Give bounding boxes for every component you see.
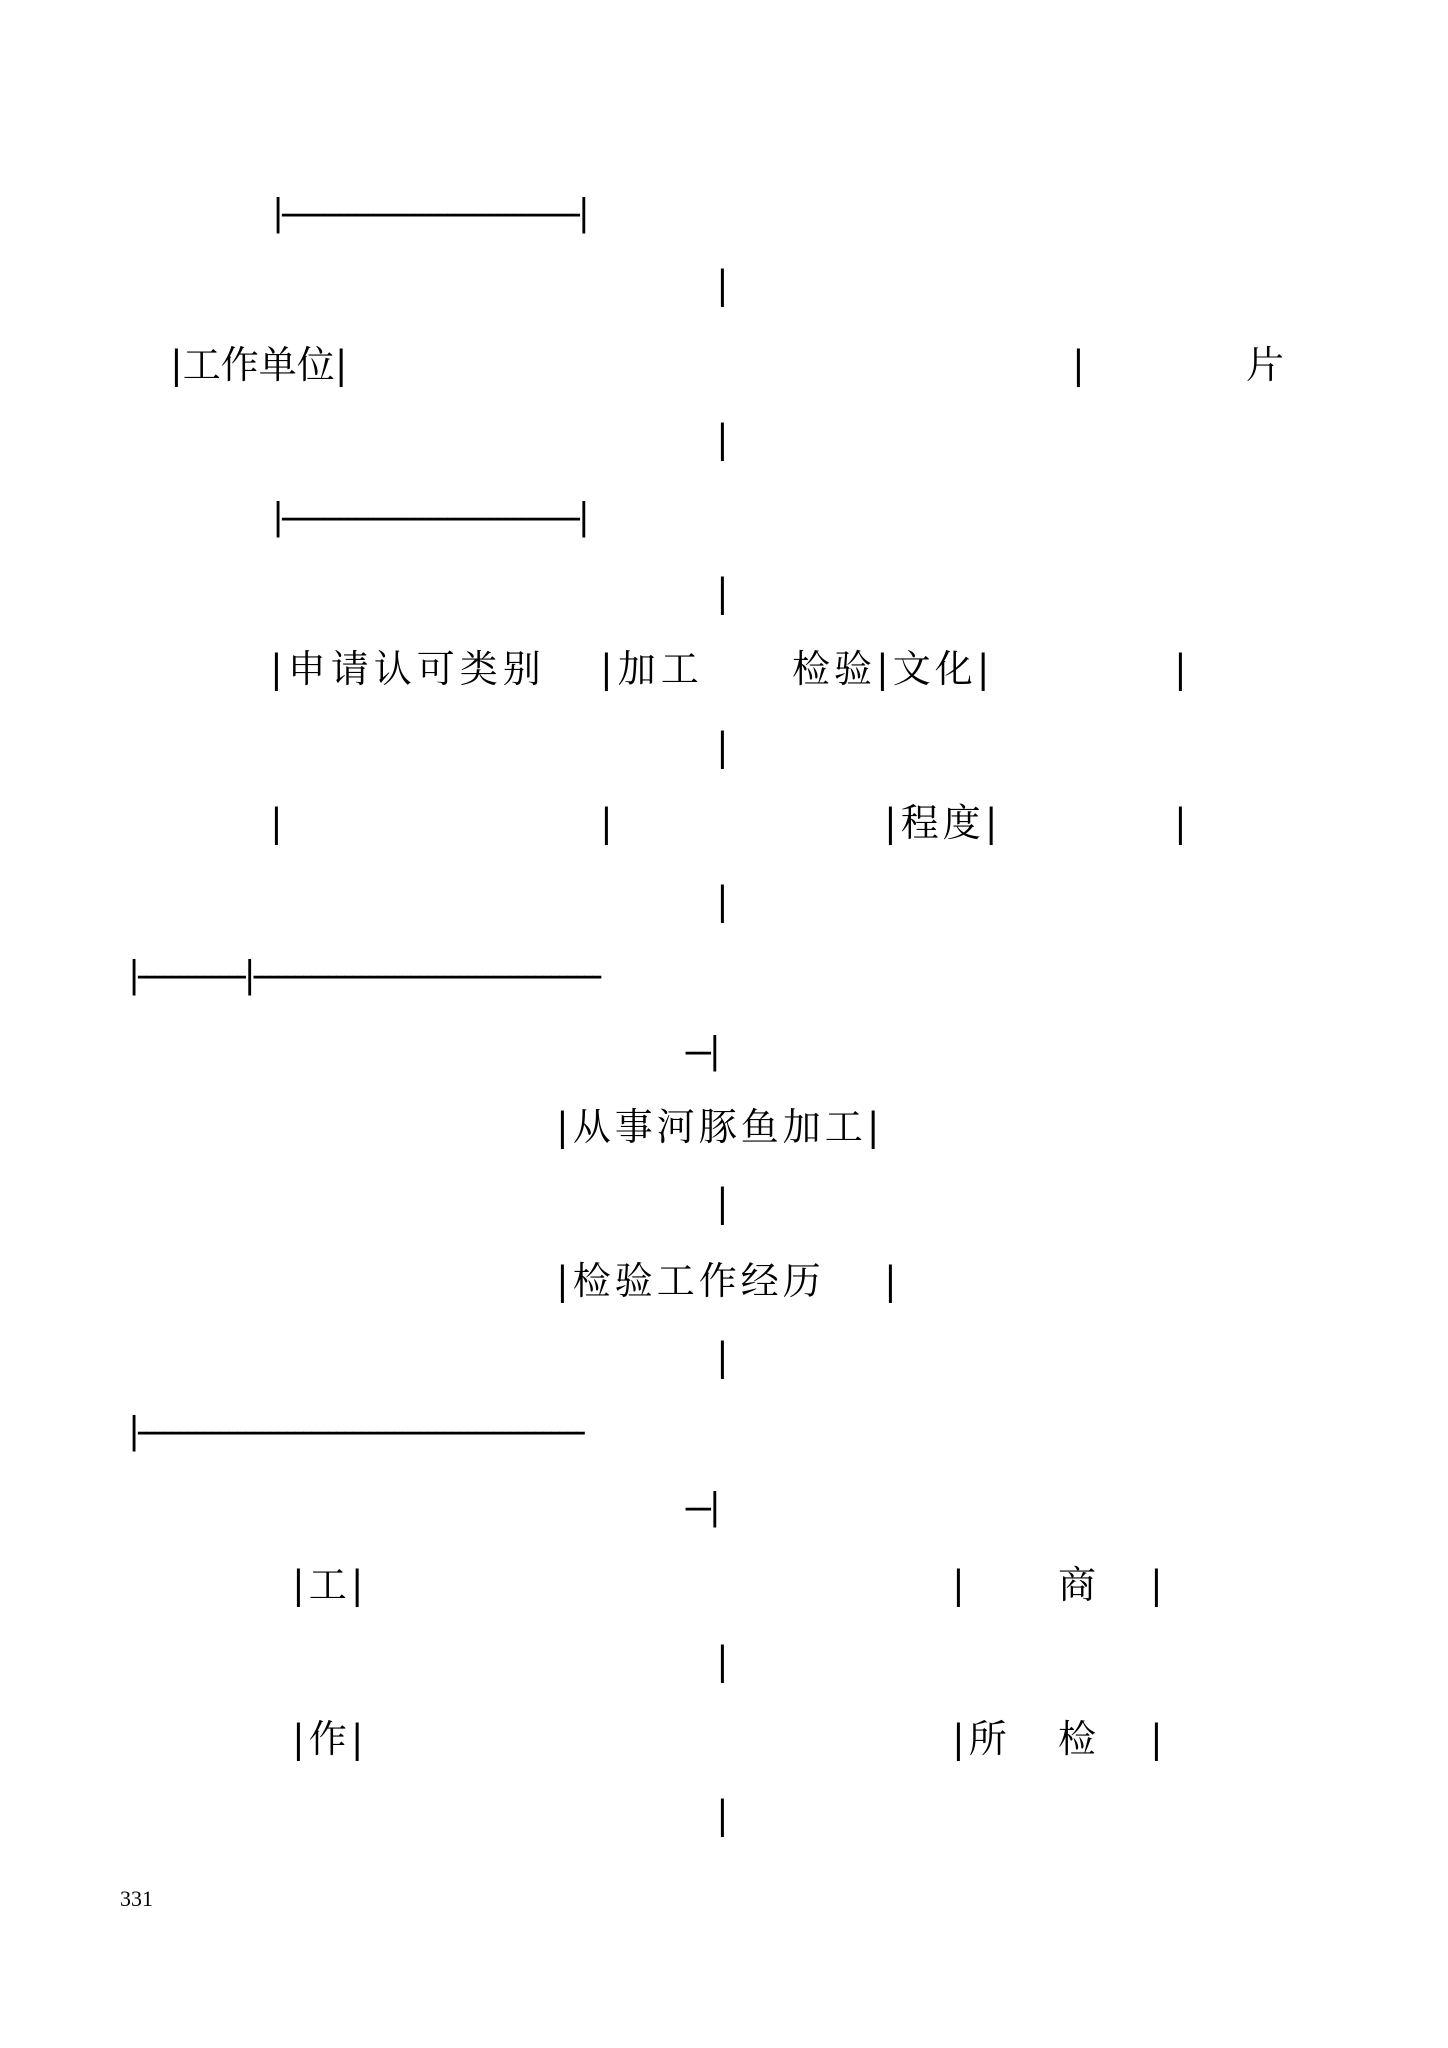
field-label-application-category: |申请认可类别: [270, 647, 546, 691]
table-rule-continued: ---|: [684, 1031, 718, 1072]
field-label-bureau-char: |所: [952, 1717, 1011, 1761]
table-border: |: [716, 571, 729, 615]
field-label-inspect-char: 检: [1058, 1717, 1097, 1761]
table-border: |: [716, 1181, 729, 1225]
field-label-photo: 片: [1246, 343, 1285, 387]
table-rule-wide: |------------------------------------------------------: [128, 1411, 583, 1452]
table-border: |: [1150, 1717, 1163, 1761]
table-rule-wide: |-------------|------------------------------------------: [128, 955, 599, 996]
table-border: |: [1072, 343, 1085, 387]
field-label-degree: |程度|: [884, 801, 1002, 845]
field-label-inspection-experience: |检验工作经历: [556, 1259, 825, 1303]
field-label-commerce-char: 商: [1058, 1563, 1097, 1607]
table-border: |: [716, 1639, 729, 1683]
field-label-work-char-1: |工|: [292, 1563, 368, 1607]
table-border: |: [716, 879, 729, 923]
table-rule: |------------------------------------|: [272, 497, 586, 538]
page-number: 331: [120, 1886, 153, 1911]
table-border: |: [716, 725, 729, 769]
table-border: |: [1174, 801, 1187, 845]
table-border: |: [884, 1259, 897, 1303]
table-border: |: [716, 417, 729, 461]
option-inspection-education: 检验|文化|: [792, 647, 994, 691]
field-label-fugu-processing: |从事河豚鱼加工|: [556, 1105, 884, 1149]
table-border: |: [600, 801, 613, 845]
table-border: |: [716, 1335, 729, 1379]
table-border: |: [952, 1563, 965, 1607]
option-processing: |加工: [600, 647, 704, 691]
table-rule-top: |------------------------------------|: [272, 193, 586, 234]
table-border: |: [1150, 1563, 1163, 1607]
table-border: |: [716, 263, 729, 307]
field-label-work-unit: |工作单位|: [170, 343, 348, 387]
field-label-work-char-2: |作|: [292, 1717, 368, 1761]
table-border: |: [270, 801, 283, 845]
table-rule-continued: ---|: [684, 1487, 718, 1528]
table-border: |: [716, 1793, 729, 1837]
table-border: |: [1174, 647, 1187, 691]
